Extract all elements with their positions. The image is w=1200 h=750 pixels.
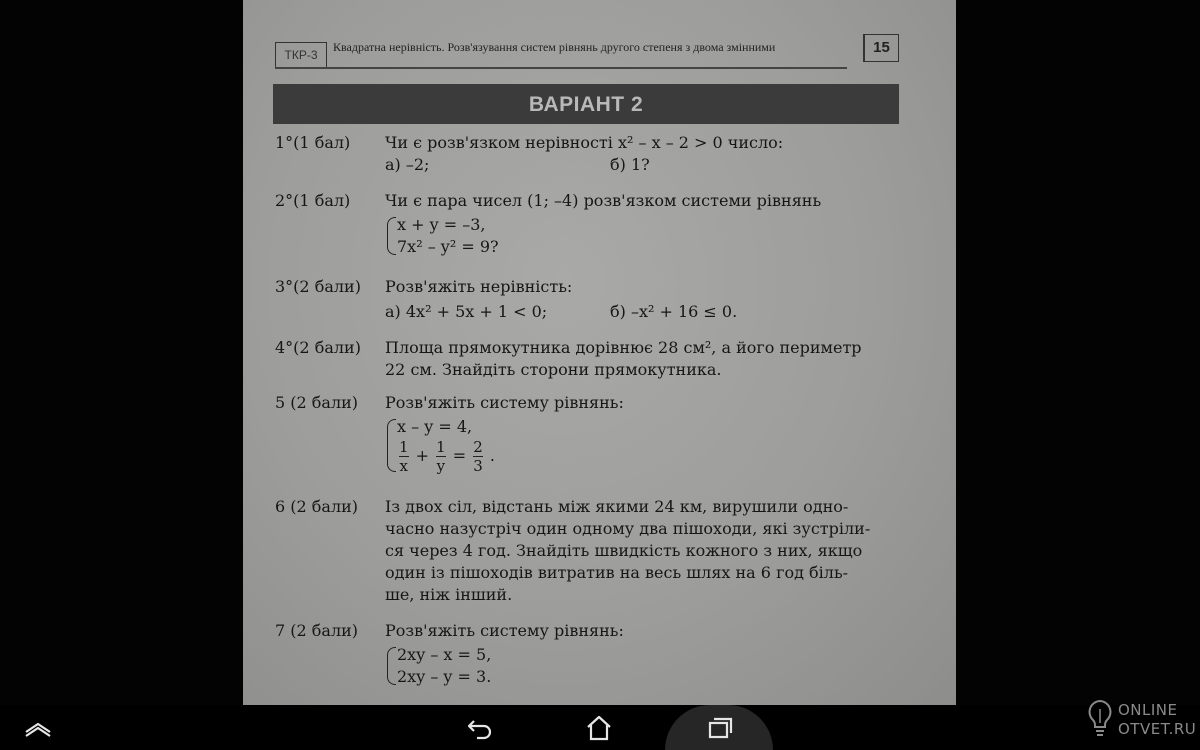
task-text: Розв'яжіть систему рівнянь: xyxy=(385,621,624,640)
option-a: а) –2; xyxy=(385,155,430,174)
option-a: а) 4x² + 5x + 1 < 0; xyxy=(385,302,548,321)
denominator: y xyxy=(436,457,446,475)
system-brace xyxy=(387,419,396,472)
chevron-up-icon[interactable] xyxy=(23,713,53,743)
task-text-line: один із пішоходів витратив на весь шлях на 6 год біль- xyxy=(385,563,849,582)
home-icon[interactable] xyxy=(584,713,614,743)
back-icon[interactable] xyxy=(465,713,495,743)
numerator: 1 xyxy=(399,438,409,456)
equation-system xyxy=(385,416,900,475)
watermark xyxy=(1084,695,1197,747)
lightbulb-icon xyxy=(1084,695,1116,745)
option-b: б) 1? xyxy=(610,155,650,174)
denominator: x xyxy=(399,457,408,475)
fraction xyxy=(473,438,483,475)
recent-apps-icon[interactable] xyxy=(705,713,735,743)
system-brace xyxy=(387,217,396,255)
fraction-equation xyxy=(397,438,900,475)
task-text-line: Площа прямокутника дорівнює 28 см², а його периметр xyxy=(385,338,862,357)
task-number: 6 (2 бали) xyxy=(275,497,359,516)
android-nav-bar xyxy=(0,705,1200,750)
task-text: Розв'яжіть нерівність: xyxy=(385,277,573,296)
task-number: 4°(2 бали) xyxy=(275,338,361,357)
task-text: Чи є пара чисел (1; –4) розв'язком системи рівнянь xyxy=(385,191,822,210)
equation: 2xy – x = 5, xyxy=(397,645,492,664)
task-text-line: ше, ніж інший. xyxy=(385,585,513,604)
header-rule xyxy=(275,67,847,69)
period: . xyxy=(489,446,496,465)
fraction xyxy=(399,438,409,475)
task-number: 1°(1 бал) xyxy=(275,133,351,152)
header-title: Квадратна нерівність. Розв'язування систем рівнянь другого степеня з двома змінними xyxy=(333,40,776,54)
watermark-line2: OTVET.RU xyxy=(1118,720,1197,738)
numerator: 1 xyxy=(436,438,446,456)
equation-system xyxy=(385,644,900,688)
task-number: 7 (2 бали) xyxy=(275,621,359,640)
numerator: 2 xyxy=(473,438,483,456)
task-text: Розв'яжіть систему рівнянь: xyxy=(385,393,624,412)
equation: 7x² – y² = 9? xyxy=(397,237,499,256)
running-header xyxy=(275,34,899,74)
plus-sign: + xyxy=(415,446,430,465)
textbook-page xyxy=(243,0,956,705)
task-text-line: 22 см. Знайдіть сторони прямокутника. xyxy=(385,360,722,379)
fraction xyxy=(436,438,446,475)
equation-system xyxy=(385,214,900,258)
watermark-line1: ONLINE xyxy=(1118,701,1178,719)
task-number: 5 (2 бали) xyxy=(275,393,359,412)
variant-title: ВАРІАНТ 2 xyxy=(273,84,899,124)
equation: 2xy – y = 3. xyxy=(397,667,492,686)
system-brace xyxy=(387,647,396,685)
task-text: Чи є розв'язком нерівності x² – x – 2 > 0 число: xyxy=(385,133,784,152)
task-text-line: Із двох сіл, відстань між якими 24 км, вирушили одно- xyxy=(385,497,849,516)
option-b: б) –x² + 16 ≤ 0. xyxy=(610,302,738,321)
task-text-line: ся через 4 год. Знайдіть швидкість кожного з них, якщо xyxy=(385,541,863,560)
task-number: 3°(2 бали) xyxy=(275,277,361,296)
task-number: 2°(1 бал) xyxy=(275,191,351,210)
task-text-line: часно назустріч один одному два пішоходи, які зустріли- xyxy=(385,519,871,538)
section-tab: ТКР-3 xyxy=(275,42,327,68)
page-number: 15 xyxy=(863,34,899,62)
equation: x – y = 4, xyxy=(397,417,473,436)
equals-sign: = xyxy=(452,446,467,465)
equation: x + y = –3, xyxy=(397,215,486,234)
denominator: 3 xyxy=(473,457,483,475)
